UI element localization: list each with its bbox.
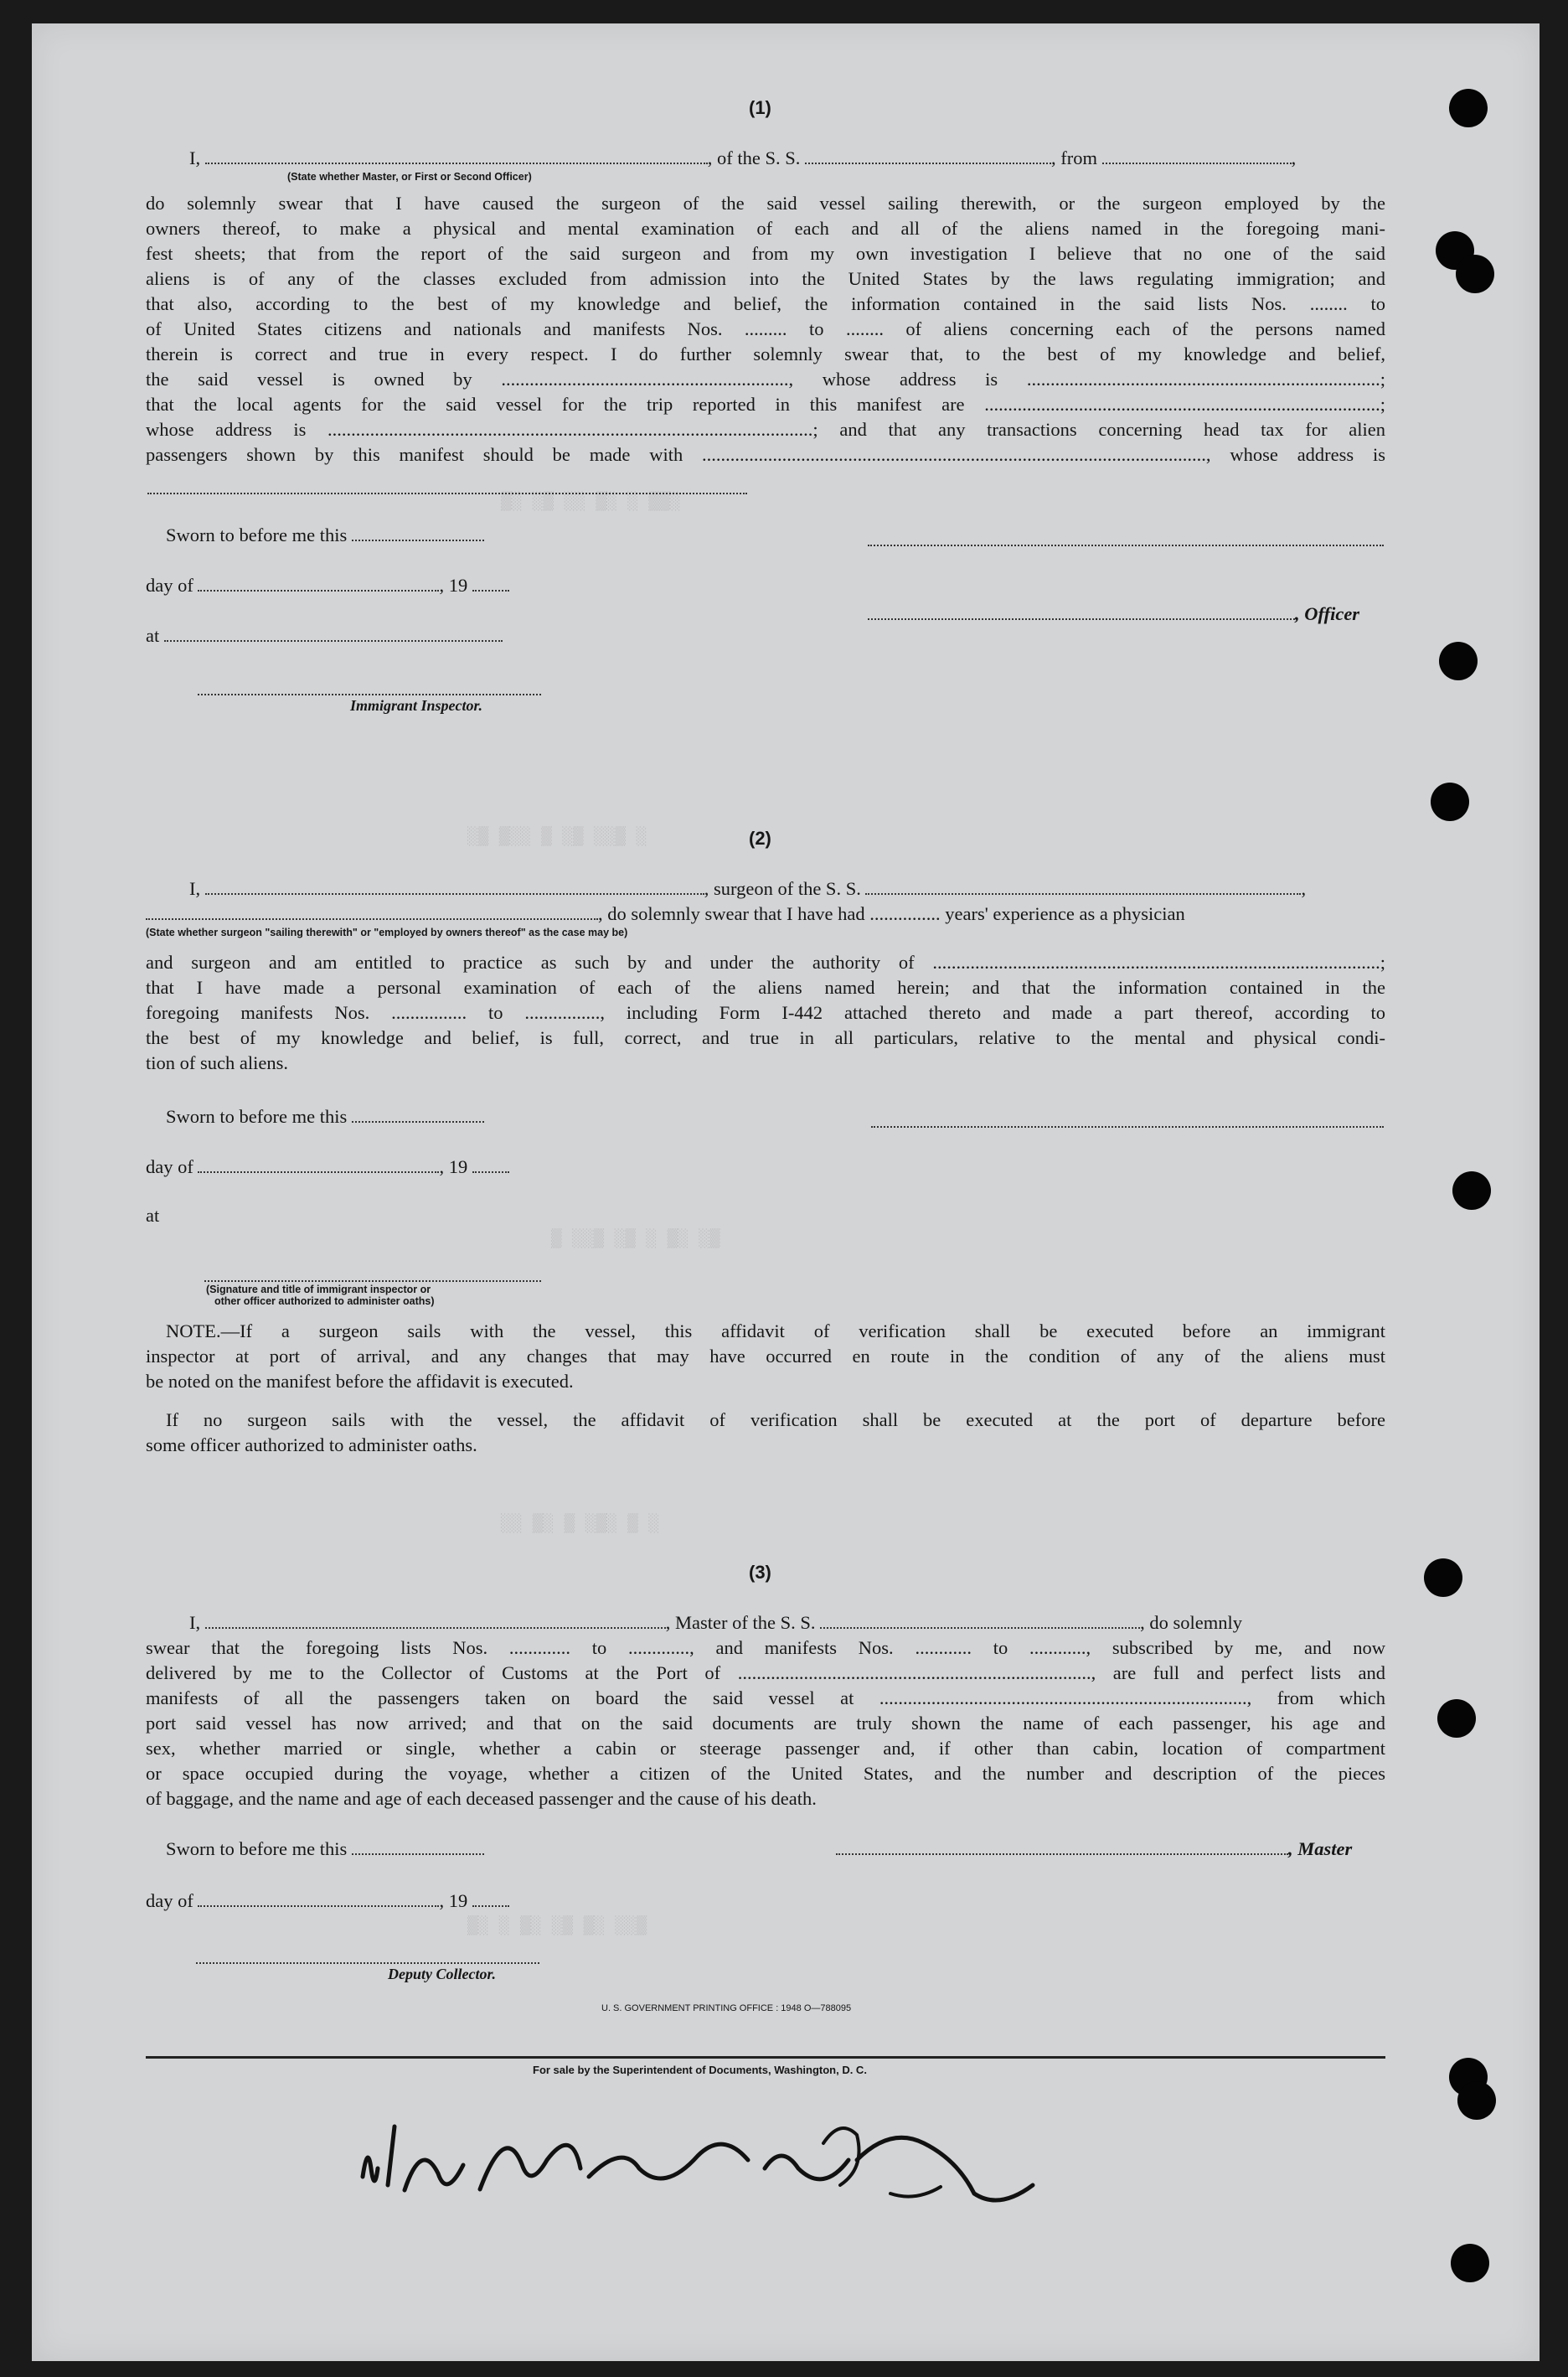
surgeon-name-blank	[205, 878, 704, 895]
section-1-line: owners thereof, to make a physical and mental examination of each and all of the aliens named in the foregoing mani-	[146, 218, 1385, 239]
master-label: , Master	[1288, 1838, 1353, 1859]
sworn-date-blank	[352, 524, 484, 541]
month-blank	[198, 575, 439, 592]
punch-hole	[1451, 2244, 1489, 2282]
section-1-line: aliens is of any of the classes excluded from admission into the United States by the laws regulating immigration; and	[146, 268, 1385, 289]
sworn-label: Sworn to before me this	[166, 1838, 348, 1859]
section-1-first-line	[189, 146, 1296, 171]
section-2-number: (2)	[749, 828, 771, 849]
surgeon-signature-line	[871, 1126, 1384, 1128]
day-of-label: day of	[146, 1156, 193, 1177]
year-label: , 19	[439, 575, 468, 596]
section-3-first-line	[189, 1610, 1242, 1635]
note-line: If no surgeon sails with the vessel, the affidavit of verification shall be executed at the port of departure before	[166, 1409, 1385, 1430]
section-2-line: the best of my knowledge and belief, is full, correct, and true in all particulars, relative to the mental and physical condi-	[146, 1027, 1385, 1048]
vessel-name-blank	[820, 1612, 1140, 1629]
day-of-line	[146, 573, 509, 598]
day-of-line	[146, 1889, 509, 1914]
punch-hole	[1449, 89, 1488, 127]
bleed-through-texture: ▒░ ░▒ ░░ ▒░ ░ ▒▒░	[501, 493, 681, 512]
section-3-line: swear that the foregoing lists Nos. ............. to ............., and manifests Nos. ............ to ............, subscribed by me, and now	[146, 1637, 1385, 1658]
section-1-line: do solemnly swear that I have caused the surgeon of the said vessel sailing therewith, or the surgeon employed by the	[146, 193, 1385, 214]
year-label: , 19	[439, 1890, 468, 1911]
bleed-through-texture: ▒░ ░ ▒░ ░▒ ▒░ ░░▒	[467, 1917, 647, 1936]
day-of-line	[146, 1155, 509, 1180]
sworn-line	[166, 1837, 484, 1862]
year-blank	[472, 1890, 509, 1907]
sworn-label: Sworn to before me this	[166, 524, 348, 545]
sworn-line	[166, 1104, 484, 1129]
place-blank	[164, 625, 503, 642]
section-1-line: fest sheets; that from the report of the said surgeon and from my own investigation I believe that no one of the said	[146, 243, 1385, 264]
bleed-through-texture: ▒ ░░▒ ░▒ ░ ▒░ ░▒	[551, 1230, 720, 1249]
section-3-number: (3)	[749, 1562, 771, 1583]
section-2-line: tion of such aliens.	[146, 1052, 288, 1073]
note-line: NOTE.—If a surgeon sails with the vessel, this affidavit of verification shall be executed before an immigrant	[166, 1320, 1385, 1341]
officer-label: , Officer	[1295, 603, 1360, 624]
punch-hole	[1424, 1558, 1462, 1597]
sworn-label: Sworn to before me this	[166, 1106, 348, 1127]
month-blank	[198, 1156, 439, 1173]
master-of-label: , Master of the S. S.	[665, 1612, 816, 1633]
section-1-line: therein is correct and true in every respect. I do further solemnly swear that, to the best of my knowledge and belief,	[146, 344, 1385, 364]
officer-signature-blank	[868, 603, 1295, 620]
punch-hole	[1439, 642, 1478, 680]
do-solemnly-label: , do solemnly	[1140, 1612, 1242, 1633]
surgeon-of-label: , surgeon of the S. S.	[704, 878, 861, 899]
section-3-line: delivered by me to the Collector of Customs at the Port of ..........................................................................., are full and perfect lists and	[146, 1662, 1385, 1683]
punch-hole	[1456, 255, 1494, 293]
section-1-line: the said vessel is owned by ............................................................., whose address is ...........................................................................;	[146, 369, 1385, 390]
vessel-name-blank	[865, 878, 1301, 895]
section-1-line: passengers shown by this manifest should be made with ..........................................................................................................., whose address is	[146, 444, 1385, 465]
deputy-collector-signature-line	[196, 1962, 539, 1964]
section-3-line: sex, whether married or single, whether a cabin or steerage passenger and, if other than cabin, location of compartment	[146, 1738, 1385, 1759]
sworn-line	[166, 523, 484, 548]
note-line: some officer authorized to administer oaths.	[146, 1434, 477, 1455]
year-blank	[472, 1156, 509, 1173]
section-1-line: that also, according to the best of my knowledge and belief, the information contained in the said lists Nos. ........ to	[146, 293, 1385, 314]
swear-line: , do solemnly swear that I have had ............... years' experience as a physician	[598, 903, 1185, 924]
section-2-second-line	[146, 902, 1185, 927]
line-i: I,	[189, 878, 201, 899]
master-signature-blank	[836, 1838, 1288, 1855]
line-i: I,	[189, 147, 201, 168]
line-i: I,	[189, 1612, 201, 1633]
inspector-signature-line	[198, 694, 541, 695]
section-2-line: that I have made a personal examination of each of the aliens named herein; and that the information contained in the	[146, 977, 1385, 998]
handwritten-signature	[354, 2110, 1075, 2210]
section-3-line: of baggage, and the name and age of each deceased passenger and the cause of his death.	[146, 1788, 817, 1809]
of-the-ss-label: , of the S. S.	[707, 147, 801, 168]
master-name-blank	[205, 147, 708, 164]
note-line: inspector at port of arrival, and any changes that may have occurred en route in the condition of any of the aliens must	[146, 1346, 1385, 1367]
authorized-officer-signature-line	[204, 1280, 541, 1282]
signature-caption: (Signature and title of immigrant inspector or	[206, 1284, 431, 1295]
at-label: at	[146, 625, 160, 646]
note-line: be noted on the manifest before the affidavit is executed.	[146, 1371, 574, 1392]
immigrant-inspector-caption: Immigrant Inspector.	[350, 697, 483, 714]
punch-hole	[1452, 1171, 1491, 1210]
section-1-line: that the local agents for the said vessel for the trip reported in this manifest are ....................................................................................;	[146, 394, 1385, 415]
bleed-through-texture: ░▒ ▒░░ ▒ ░▒ ░░▒ ░	[467, 828, 647, 847]
officer-signature-line-top	[868, 545, 1384, 546]
comma: ,	[1301, 878, 1307, 899]
punch-hole	[1457, 2081, 1496, 2120]
address-blank	[147, 493, 747, 494]
port-from-blank	[1102, 147, 1292, 164]
day-of-label: day of	[146, 1890, 193, 1911]
at-label: at	[146, 1205, 160, 1226]
printing-office-imprint: U. S. GOVERNMENT PRINTING OFFICE : 1948 O—788095	[601, 2003, 852, 2013]
affidavit-sheet	[32, 23, 1540, 2361]
section-2-line: and surgeon and am entitled to practice as such by and under the authority of ...............................................................................................;	[146, 952, 1385, 973]
deputy-collector-caption: Deputy Collector.	[388, 1966, 496, 1982]
sworn-date-blank	[352, 1838, 484, 1855]
section-1-number: (1)	[749, 97, 771, 118]
for-sale-imprint: For sale by the Superintendent of Documents, Washington, D. C.	[533, 2064, 867, 2076]
section-1-line: whose address is .......................................................................................................; and that any transactions concerning head tax for alien	[146, 419, 1385, 440]
year-label: , 19	[439, 1156, 468, 1177]
bleed-through-texture: ░░ ▒░ ▒ ░▒░ ▒ ░	[501, 1515, 660, 1534]
section-3-line: manifests of all the passengers taken on board the said vessel at .............................................................................., from which	[146, 1687, 1385, 1708]
surgeon-note: (State whether surgeon "sailing therewith" or "employed by owners thereof" as the case may be)	[146, 927, 628, 938]
master-name-blank	[205, 1612, 666, 1629]
year-blank	[472, 575, 509, 592]
from-label: , from	[1051, 147, 1098, 168]
day-of-label: day of	[146, 575, 193, 596]
punch-hole	[1431, 783, 1469, 821]
at-line	[146, 623, 503, 649]
master-note: (State whether Master, or First or Second Officer)	[287, 171, 532, 183]
sworn-date-blank	[352, 1106, 484, 1123]
section-3-line: or space occupied during the voyage, whether a citizen of the United States, and the number and description of the pieces	[146, 1763, 1385, 1784]
vessel-name-blank	[805, 147, 1051, 164]
footer-rule	[146, 2056, 1385, 2059]
section-3-line: port said vessel has now arrived; and that on the said documents are truly shown the name of each passenger, his age and	[146, 1713, 1385, 1734]
surgeon-type-blank	[146, 903, 598, 920]
section-1-line: of United States citizens and nationals and manifests Nos. ......... to ........ of aliens concerning each of the persons named	[146, 318, 1385, 339]
signature-caption: other officer authorized to administer oaths)	[214, 1295, 435, 1307]
at-line	[146, 1203, 159, 1228]
officer-line	[868, 602, 1359, 627]
master-line	[836, 1837, 1352, 1862]
section-2-line: foregoing manifests Nos. ................ to ................, including Form I-442 attached thereto and made a part thereof, according to	[146, 1002, 1385, 1023]
punch-hole	[1437, 1699, 1476, 1738]
month-blank	[198, 1890, 439, 1907]
section-2-first-line	[189, 876, 1306, 902]
comma: ,	[1291, 147, 1297, 168]
